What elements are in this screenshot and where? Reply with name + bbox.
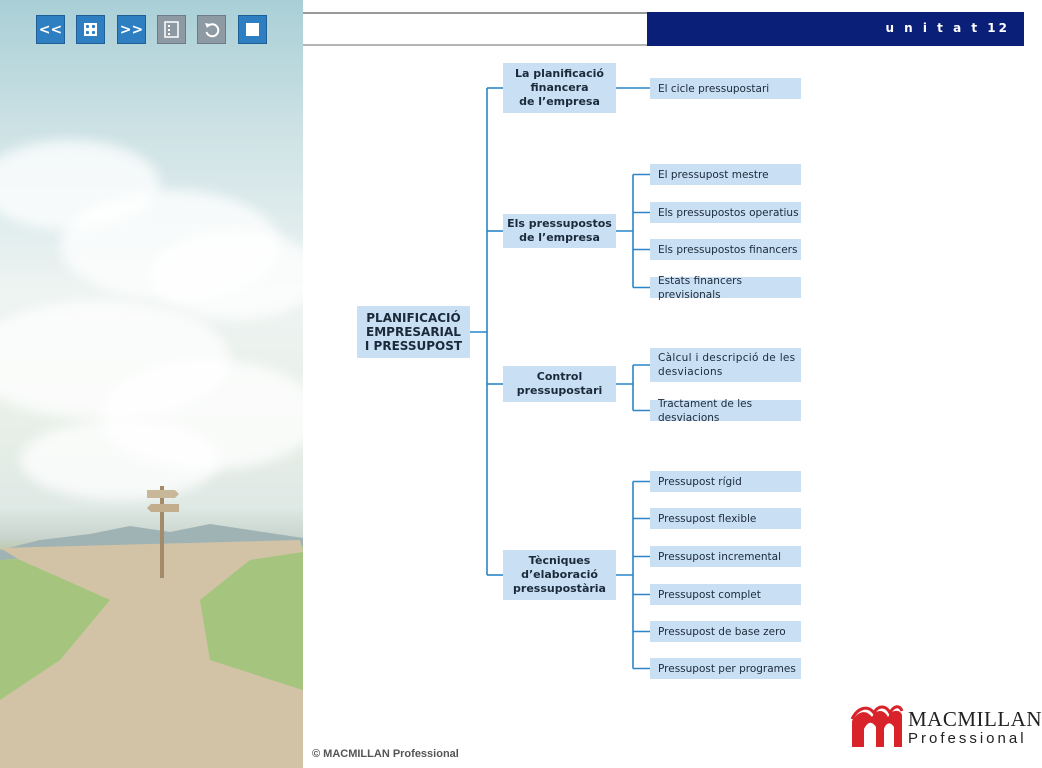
branch-node: Tècniques d’elaboració pressupostària <box>503 550 616 600</box>
leaf-node: Tractament de les desviacions <box>650 400 801 421</box>
leaf-node: Pressupost per programes <box>650 658 801 679</box>
leaf-node: Pressupost incremental <box>650 546 801 567</box>
copyright-text: © MACMILLAN Professional <box>312 748 459 760</box>
previous-label: << <box>38 21 63 38</box>
stop-icon <box>246 23 259 36</box>
leaf-node: El pressupost mestre <box>650 164 801 185</box>
branch-node: Els pressupostos de l’empresa <box>503 214 616 248</box>
leaf-node: Pressupost de base zero <box>650 621 801 642</box>
landscape-background <box>0 0 303 768</box>
leaf-node: Estats financers previsionals <box>650 277 801 298</box>
unit-label: u n i t a t 12 <box>885 21 1010 35</box>
next-label: >> <box>119 21 144 38</box>
leaf-node: Càlcul i descripció de les desviacions <box>650 348 801 382</box>
contents-button[interactable] <box>157 15 186 44</box>
previous-button[interactable] <box>36 15 65 44</box>
leaf-node: Pressupost rígid <box>650 471 801 492</box>
logo-text-macmillan: MACMILLAN <box>908 707 1042 731</box>
back-button[interactable] <box>197 15 226 44</box>
leaf-node: Pressupost flexible <box>650 508 801 529</box>
list-icon <box>164 21 179 38</box>
unit-banner <box>647 12 1024 46</box>
leaf-node: El cicle pressupostari <box>650 78 801 99</box>
stop-button[interactable] <box>238 15 267 44</box>
leaf-node: Els pressupostos financers <box>650 239 801 260</box>
concept-map <box>303 46 1024 746</box>
leaf-node: Pressupost complet <box>650 584 801 605</box>
leaf-node: Els pressupostos operatius <box>650 202 801 223</box>
macmillan-logo <box>850 703 1042 753</box>
next-button[interactable] <box>117 15 146 44</box>
macmillan-logo-mark-icon <box>850 703 904 749</box>
header-bar <box>303 12 647 46</box>
branch-node: Control pressupostari <box>503 366 616 402</box>
root-node: PLANIFICACIÓ EMPRESARIAL I PRESSUPOST <box>357 306 470 358</box>
dice-icon <box>83 22 98 37</box>
branch-node: La planificació financera de l’empresa <box>503 63 616 113</box>
undo-icon <box>203 21 221 39</box>
index-button[interactable] <box>76 15 105 44</box>
logo-text-professional: Professional <box>908 730 1027 747</box>
